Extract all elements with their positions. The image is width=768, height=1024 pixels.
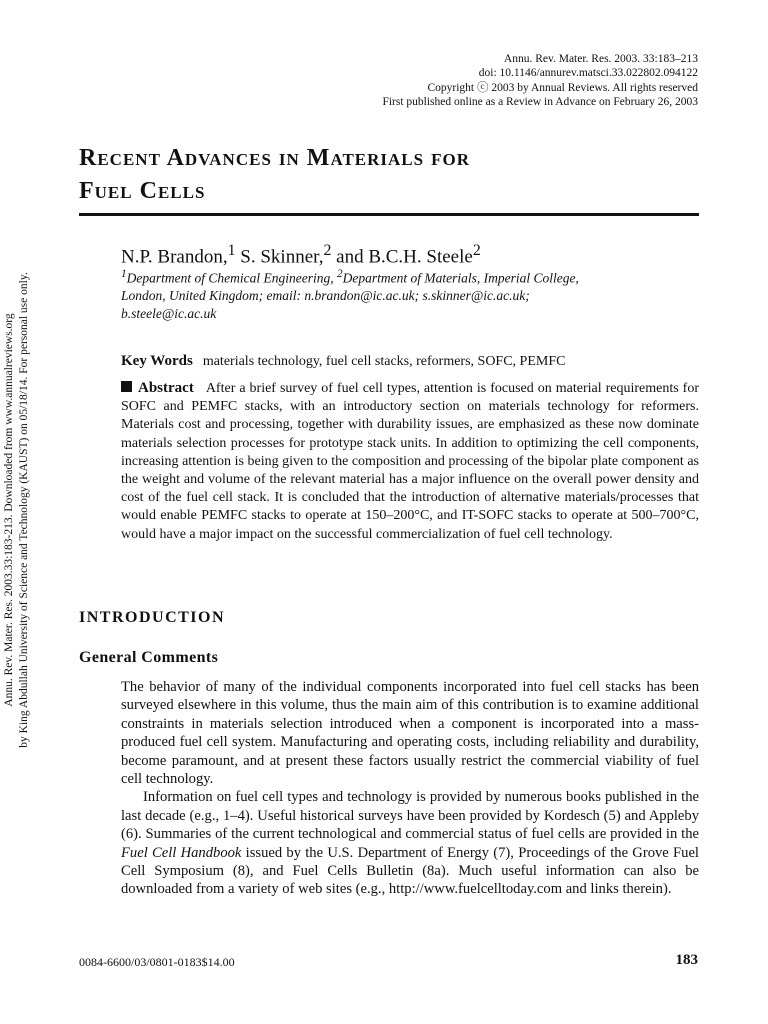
title-line-2: Fuel Cells <box>79 178 206 204</box>
affiliation-line-3: b.steele@ic.ac.uk <box>121 305 217 321</box>
journal-citation: Annu. Rev. Mater. Res. 2003. 33:183–213 <box>503 53 698 65</box>
title-line-1: Recent Advances in Materials for <box>79 145 470 171</box>
body-paragraph-1: The behavior of many of the individual components incorporated into fuel cell stacks has been surveyed elsewhere in this volume, thus the main aim of this contribution is to examine additional constraints in materials selection introduced when a component is incorporated into a mass-produced fuel cell system. Manufacturing and operating costs, including reliability and durability, become paramount, and at present these factors usually restrict the commercial viability of fuel cell technology. <box>121 679 699 788</box>
affiliation-chem-eng: Department of Chemical Engineering, <box>126 270 337 286</box>
keywords <box>121 352 699 371</box>
title-rule <box>79 213 699 216</box>
publication-info <box>382 52 698 110</box>
author-affil-marker: 1 <box>227 242 236 259</box>
paragraph-text: issued by the U.S. Department of Energy (7), Proceedings of the Grove Fuel Cell Symposium (8), and Fuel Cells Bulletin (8a). Much useful information can also be downloaded from a variety of web sites (e.g., http://www.fuelcelltoday.com and links therein). <box>121 844 699 898</box>
affiliations <box>121 266 699 322</box>
article-title <box>79 142 699 208</box>
watermark-line-2: by King Abdullah University of Science and Technology (KAUST) on 05/18/14. For personal use only. <box>18 272 30 748</box>
author-brandon: N.P. Brandon, <box>121 246 228 268</box>
subsection-heading: General Comments <box>79 649 219 666</box>
author-affil-marker: 2 <box>323 242 332 259</box>
body-text <box>121 678 699 899</box>
affiliation-line-1 <box>121 266 699 287</box>
affil-marker: 2 <box>336 268 343 280</box>
author-list <box>121 240 699 268</box>
affil-marker: 1 <box>121 268 127 280</box>
page-number: 183 <box>675 952 698 968</box>
publication-date: First published online as a Review in Advance on February 26, 2003 <box>382 96 698 109</box>
abstract-text: After a brief survey of fuel cell types, attention is focused on material requirements for SOFC and PEMFC stacks, with an introductory section on materials technology for reformers. Materials cost and processing, together with durability issues, are emphasized as these now dominate materials selection processes for prototype stack units. In addition to optimizing the cell components, increasing attention is being given to the composition and processing of the bipolar plate component as the weight and volume of the relevant material has a major influence on the overall power density and cost of the fuel cell stack. It is concluded that the introduction of alternative materials/processes that would enable PEMFC stacks to operate at 150–200°C, and IT-SOFC stacks to operate at 500–700°C, would have a major impact on the successful commercialization of fuel cell technology. <box>121 381 700 542</box>
abstract <box>121 379 699 544</box>
section-heading: INTRODUCTION <box>79 609 226 626</box>
doi[interactable]: doi: 10.1146/annurev.matsci.33.022802.094122 <box>478 67 698 80</box>
affiliation-materials: Department of Materials, Imperial College, <box>342 270 579 286</box>
download-watermark <box>2 245 40 775</box>
keywords-text: materials technology, fuel cell stacks, reformers, SOFC, PEMFC <box>202 354 566 369</box>
watermark-line-1: Annu. Rev. Mater. Res. 2003.33:183-213. Downloaded from www.annualreviews.org <box>3 313 15 707</box>
author-affil-marker: 2 <box>472 242 481 259</box>
footer-code: 0084-6600/03/0801-0183$14.00 <box>79 955 235 969</box>
abstract-paragraph <box>121 379 699 544</box>
square-bullet-icon <box>121 381 132 392</box>
affiliation-line-2: London, United Kingdom; email: n.brandon@ic.ac.uk; s.skinner@ic.ac.uk; <box>121 288 530 304</box>
author-steele: and B.C.H. Steele <box>331 246 473 268</box>
book-title: Fuel Cell Handbook <box>121 844 242 861</box>
keywords-label: Key Words <box>121 353 193 369</box>
abstract-label: Abstract <box>138 380 194 396</box>
author-skinner: S. Skinner, <box>235 246 324 268</box>
paragraph-text: Information on fuel cell types and technology is provided by numerous books published in the last decade (e.g., 1–4). Useful historical surveys have been provided by Kordesch (5) and Appleby (6). Summaries of the current technological and commercial status of fuel cells are provided in the <box>121 789 699 843</box>
body-paragraph-2 <box>121 788 699 898</box>
copyright: Copyright ⓒ 2003 by Annual Reviews. All rights reserved <box>427 81 698 94</box>
